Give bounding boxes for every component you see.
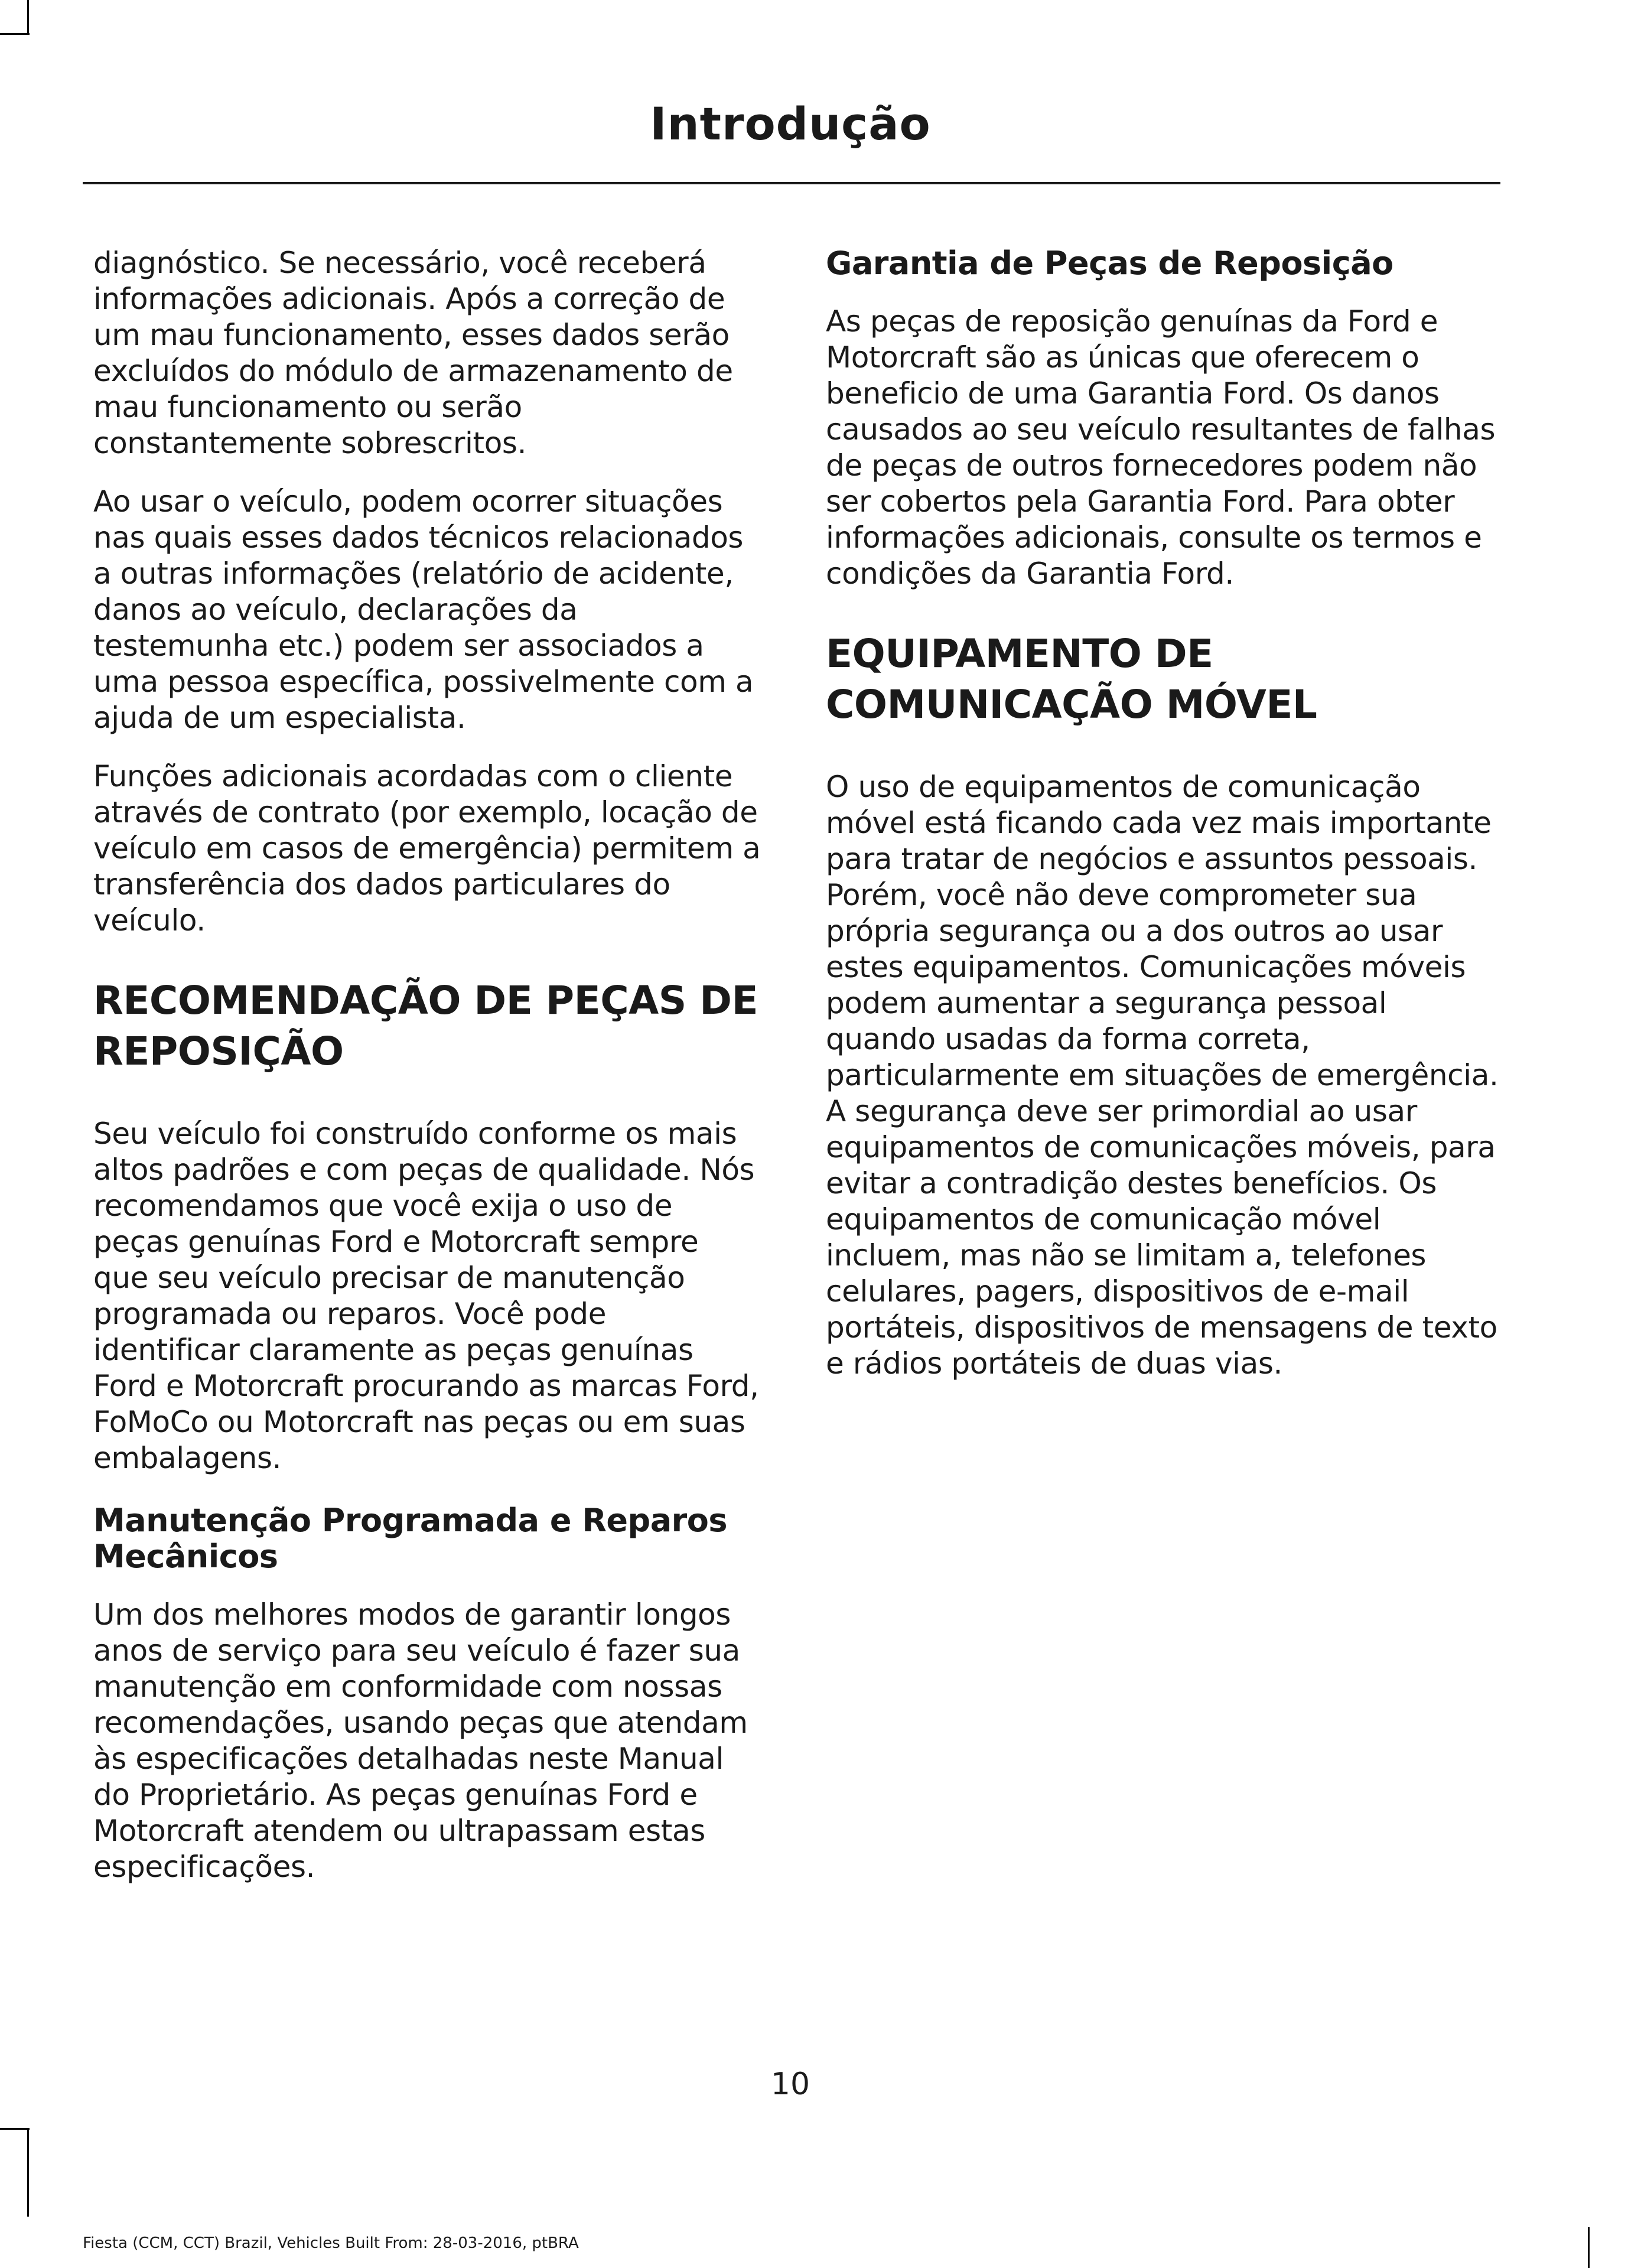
paragraph: Funções adicionais acordadas com o cliente através de contrato (por exemplo, locação de veículo em casos de emergência) permitem a transferência dos dados particulares do veículo. xyxy=(93,759,761,938)
paragraph: diagnóstico. Se necessário, você receberá informações adicionais. Após a correção de um mau funcionamento, esses dados serão excluídos do módulo de armazenamento de mau funcionamento ou serão constantemente sobrescritos. xyxy=(93,246,733,460)
left-column xyxy=(93,245,761,1908)
paragraph: Seu veículo foi construído conforme os mais altos padrões e com peças de qualidade. Nós recomendamos que você exija o uso de peças genuínas Ford e Motorcraft sempre que seu veículo precisar de manutenção programada ou reparos. Você pode identificar claramente as peças genuínas Ford e Motorcraft procurando as marcas Ford, FoMoCo ou Motorcraft nas peças ou em suas embalagens. xyxy=(93,1117,759,1475)
crop-mark-bottom-left-horizontal xyxy=(0,2128,30,2130)
footer-text: Fiesta (CCM, CCT) Brazil, Vehicles Built From: 28-03-2016, ptBRA xyxy=(83,2234,579,2252)
section-heading-replacement-parts: RECOMENDAÇÃO DE PEÇAS DE REPOSIÇÃO xyxy=(93,978,758,1074)
page-title: Introdução xyxy=(650,97,931,150)
subheading-scheduled-maintenance: Manutenção Programada e Reparos Mecânicos xyxy=(93,1502,728,1575)
paragraph: O uso de equipamentos de comunicação móvel está ficando cada vez mais importante para tratar de negócios e assuntos pessoais. Porém, você não deve comprometer sua própria segurança ou a dos outros ao usar estes equipamentos. Comunicações móveis podem aumentar a segurança pessoal quando usadas da forma correta, particularmente em situações de emergência. A segurança deve ser primordial ao usar equipamentos de comunicações móveis, para evitar a contradição destes benefícios. Os equipamentos de comunicação móvel incluem, mas não se limitam a, telefones celulares, pagers, dispositivos de e-mail portáteis, dispositivos de mensagens de texto e rádios portáteis de duas vias. xyxy=(826,770,1499,1381)
crop-mark-bottom-left-vertical xyxy=(27,2128,29,2217)
section-heading-mobile-communications: EQUIPAMENTO DE COMUNICAÇÃO MÓVEL xyxy=(826,631,1317,727)
subheading-replacement-parts-warranty: Garantia de Peças de Reposição xyxy=(826,245,1393,282)
crop-mark-bottom-right-vertical xyxy=(1588,2227,1590,2268)
paragraph: As peças de reposição genuínas da Ford e Motorcraft são as únicas que oferecem o beneficio de uma Garantia Ford. Os danos causados ao seu veículo resultantes de falhas de peças de outros fornecedores podem não ser cobertos pela Garantia Ford. Para obter informações adicionais, consulte os termos e condições da Garantia Ford. xyxy=(826,304,1496,591)
right-column xyxy=(826,245,1499,1404)
paragraph: Ao usar o veículo, podem ocorrer situações nas quais esses dados técnicos relacionados a outras informações (relatório de acidente, danos ao veículo, declarações da testemunha etc.) podem ser associados a uma pessoa específica, possivelmente com a ajuda de um especialista. xyxy=(93,484,754,735)
page-number: 10 xyxy=(770,2067,810,2102)
header-divider xyxy=(83,182,1500,184)
crop-mark-top-left-vertical xyxy=(27,0,29,34)
crop-mark-top-left-horizontal xyxy=(0,33,30,35)
paragraph: Um dos melhores modos de garantir longos anos de serviço para seu veículo é fazer sua manutenção em conformidade com nossas recomendações, usando peças que atendam às especificações detalhadas neste Manual do Proprietário. As peças genuínas Ford e Motorcraft atendem ou ultrapassam estas especificações. xyxy=(93,1597,748,1884)
